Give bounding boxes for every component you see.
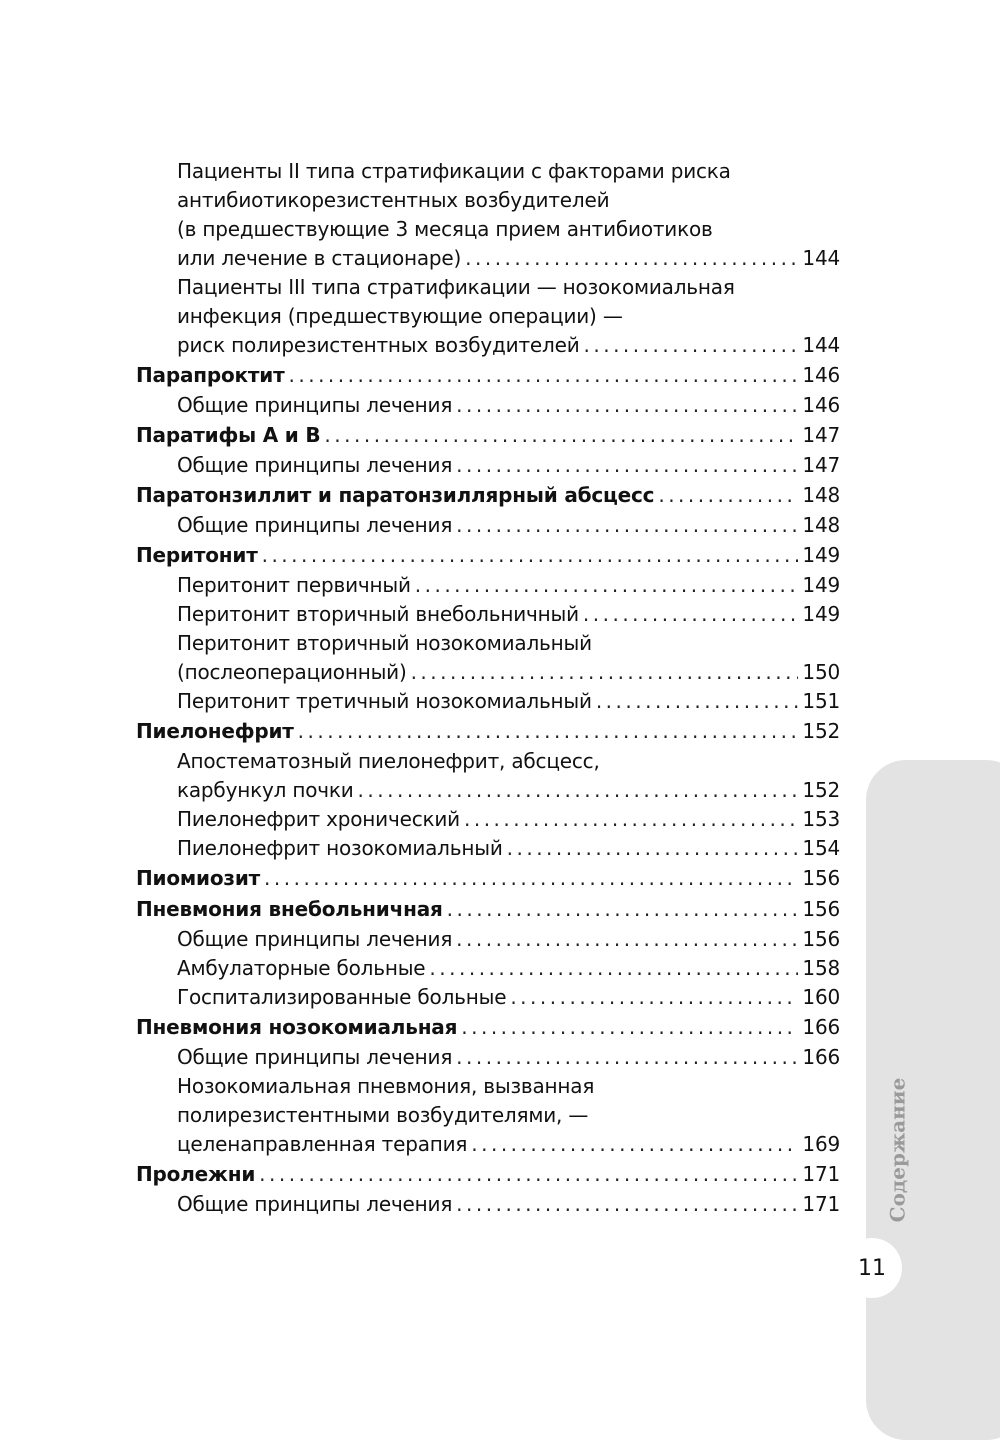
toc-entry-text: риск полирезистентных возбудителей bbox=[177, 333, 580, 357]
toc-page-number: 152 bbox=[802, 719, 840, 743]
toc-page-number: 149 bbox=[802, 602, 840, 626]
toc-line bbox=[136, 1072, 840, 1101]
toc-subentry bbox=[136, 571, 840, 600]
toc-line bbox=[136, 805, 840, 834]
toc-line bbox=[136, 954, 840, 983]
table-of-contents bbox=[136, 157, 840, 1219]
toc-subentry bbox=[136, 834, 840, 863]
toc-line bbox=[136, 863, 840, 894]
toc-entry-text: Перитонит вторичный внебольничный bbox=[177, 602, 579, 626]
dot-leader bbox=[289, 360, 799, 391]
toc-page-number: 156 bbox=[802, 927, 840, 951]
toc-line bbox=[136, 925, 840, 954]
toc-subentry bbox=[136, 600, 840, 629]
toc-subentry bbox=[136, 157, 840, 273]
toc-subentry bbox=[136, 1072, 840, 1159]
page-number: 11 bbox=[842, 1238, 902, 1298]
toc-page-number: 154 bbox=[802, 836, 840, 860]
toc-page-number: 158 bbox=[802, 956, 840, 980]
dot-leader bbox=[262, 540, 799, 571]
toc-entry-text: Пневмония внебольничная bbox=[136, 897, 443, 921]
toc-page-number: 146 bbox=[802, 393, 840, 417]
toc-page-number: 144 bbox=[802, 333, 840, 357]
dot-leader bbox=[471, 1130, 798, 1159]
toc-subentry bbox=[136, 391, 840, 420]
toc-page-number: 144 bbox=[802, 246, 840, 270]
toc-line bbox=[136, 983, 840, 1012]
toc-page-number: 166 bbox=[802, 1015, 840, 1039]
toc-entry-text: инфекция (предшествующие операции) — bbox=[177, 304, 623, 328]
toc-entry-text: Пиелонефрит хронический bbox=[177, 807, 460, 831]
toc-line bbox=[136, 571, 840, 600]
toc-line bbox=[136, 747, 840, 776]
toc-line bbox=[136, 687, 840, 716]
dot-leader bbox=[456, 391, 798, 420]
toc-subentry bbox=[136, 451, 840, 480]
toc-line bbox=[136, 834, 840, 863]
toc-entry-text: Госпитализированные больные bbox=[177, 985, 507, 1009]
toc-entry-text: (в предшествующие 3 месяца прием антибиотиков bbox=[177, 217, 713, 241]
dot-leader bbox=[415, 571, 799, 600]
toc-subentry bbox=[136, 511, 840, 540]
toc-page-number: 149 bbox=[802, 543, 840, 567]
dot-leader bbox=[507, 834, 799, 863]
toc-subentry bbox=[136, 954, 840, 983]
toc-entry-text: Перитонит вторичный нозокомиальный bbox=[177, 631, 592, 655]
toc-entry-text: Общие принципы лечения bbox=[177, 393, 453, 417]
toc-line bbox=[136, 1159, 840, 1190]
toc-line bbox=[136, 244, 840, 273]
toc-line bbox=[136, 186, 840, 215]
dot-leader bbox=[596, 687, 799, 716]
toc-entry-text: Перитонит bbox=[136, 543, 258, 567]
toc-page-number: 171 bbox=[802, 1192, 840, 1216]
toc-line bbox=[136, 1101, 840, 1130]
toc-chapter-entry bbox=[136, 420, 840, 451]
toc-entry-text: целенаправленная терапия bbox=[177, 1132, 468, 1156]
toc-entry-text: Пневмония нозокомиальная bbox=[136, 1015, 458, 1039]
toc-page-number: 149 bbox=[802, 573, 840, 597]
toc-line bbox=[136, 894, 840, 925]
toc-line bbox=[136, 1043, 840, 1072]
dot-leader bbox=[456, 925, 798, 954]
toc-entry-text: Перитонит первичный bbox=[177, 573, 411, 597]
toc-chapter-entry bbox=[136, 1012, 840, 1043]
toc-page-number: 147 bbox=[802, 453, 840, 477]
toc-chapter-entry bbox=[136, 540, 840, 571]
toc-line bbox=[136, 600, 840, 629]
toc-page-number: 151 bbox=[802, 689, 840, 713]
toc-subentry bbox=[136, 273, 840, 360]
toc-entry-text: Апостематозный пиелонефрит, абсцесс, bbox=[177, 749, 600, 773]
dot-leader bbox=[658, 480, 798, 511]
dot-leader bbox=[456, 1190, 798, 1219]
toc-entry-text: Общие принципы лечения bbox=[177, 453, 453, 477]
toc-chapter-entry bbox=[136, 863, 840, 894]
toc-page-number: 146 bbox=[802, 363, 840, 387]
dot-leader bbox=[447, 894, 799, 925]
toc-page-number: 160 bbox=[802, 985, 840, 1009]
toc-subentry bbox=[136, 1190, 840, 1219]
toc-subentry bbox=[136, 925, 840, 954]
dot-leader bbox=[583, 600, 799, 629]
toc-entry-text: Пиелонефрит bbox=[136, 719, 294, 743]
toc-chapter-entry bbox=[136, 480, 840, 511]
toc-page-number: 147 bbox=[802, 423, 840, 447]
dot-leader bbox=[298, 716, 799, 747]
toc-page-number: 148 bbox=[802, 483, 840, 507]
toc-line bbox=[136, 716, 840, 747]
toc-chapter-entry bbox=[136, 894, 840, 925]
toc-entry-text: Паратифы А и В bbox=[136, 423, 321, 447]
toc-page-number: 171 bbox=[802, 1162, 840, 1186]
section-tab-text: Содержание bbox=[885, 1077, 909, 1223]
toc-subentry bbox=[136, 1043, 840, 1072]
toc-entry-text: Пиомиозит bbox=[136, 866, 261, 890]
toc-line bbox=[136, 273, 840, 302]
toc-subentry bbox=[136, 805, 840, 834]
section-tab-label bbox=[882, 1077, 912, 1223]
toc-entry-text: Пролежни bbox=[136, 1162, 256, 1186]
dot-leader bbox=[461, 1012, 798, 1043]
toc-chapter-entry bbox=[136, 716, 840, 747]
toc-page-number: 156 bbox=[802, 866, 840, 890]
toc-chapter-entry bbox=[136, 360, 840, 391]
toc-subentry bbox=[136, 983, 840, 1012]
toc-entry-text: Нозокомиальная пневмония, вызванная bbox=[177, 1074, 595, 1098]
toc-entry-text: Пациенты III типа стратификации — нозокомиальная bbox=[177, 275, 735, 299]
toc-entry-text: Общие принципы лечения bbox=[177, 1045, 453, 1069]
toc-entry-text: Паратонзиллит и паратонзиллярный абсцесс bbox=[136, 483, 655, 507]
toc-line bbox=[136, 451, 840, 480]
toc-page-number: 169 bbox=[802, 1132, 840, 1156]
toc-line bbox=[136, 1130, 840, 1159]
toc-entry-text: Пиелонефрит нозокомиальный bbox=[177, 836, 503, 860]
toc-line bbox=[136, 776, 840, 805]
dot-leader bbox=[465, 244, 798, 273]
toc-line bbox=[136, 360, 840, 391]
toc-line bbox=[136, 331, 840, 360]
dot-leader bbox=[411, 658, 799, 687]
toc-entry-text: (послеоперационный) bbox=[177, 660, 407, 684]
toc-entry-text: или лечение в стационаре) bbox=[177, 246, 462, 270]
toc-entry-text: Перитонит третичный нозокомиальный bbox=[177, 689, 592, 713]
toc-line bbox=[136, 480, 840, 511]
toc-page-number: 150 bbox=[802, 660, 840, 684]
dot-leader bbox=[259, 1159, 798, 1190]
toc-entry-text: Амбулаторные больные bbox=[177, 956, 426, 980]
toc-line bbox=[136, 215, 840, 244]
dot-leader bbox=[324, 420, 798, 451]
toc-subentry bbox=[136, 747, 840, 805]
toc-entry-text: антибиотикорезистентных возбудителей bbox=[177, 188, 610, 212]
dot-leader bbox=[456, 451, 798, 480]
toc-subentry bbox=[136, 629, 840, 687]
toc-entry-text: Общие принципы лечения bbox=[177, 513, 453, 537]
toc-entry-text: Парапроктит bbox=[136, 363, 285, 387]
toc-line bbox=[136, 302, 840, 331]
toc-line bbox=[136, 658, 840, 687]
toc-page-number: 153 bbox=[802, 807, 840, 831]
toc-chapter-entry bbox=[136, 1159, 840, 1190]
toc-line bbox=[136, 511, 840, 540]
toc-entry-text: Пациенты II типа стратификации с факторами риска bbox=[177, 159, 731, 183]
dot-leader bbox=[464, 805, 798, 834]
toc-entry-text: Общие принципы лечения bbox=[177, 927, 453, 951]
toc-line bbox=[136, 391, 840, 420]
dot-leader bbox=[584, 331, 799, 360]
toc-line bbox=[136, 629, 840, 658]
toc-page-number: 152 bbox=[802, 778, 840, 802]
toc-line bbox=[136, 540, 840, 571]
toc-entry-text: карбункул почки bbox=[177, 778, 354, 802]
toc-entry-text: Общие принципы лечения bbox=[177, 1192, 453, 1216]
toc-line bbox=[136, 1190, 840, 1219]
toc-line bbox=[136, 1012, 840, 1043]
toc-subentry bbox=[136, 687, 840, 716]
toc-entry-text: полирезистентными возбудителями, — bbox=[177, 1103, 589, 1127]
dot-leader bbox=[510, 983, 798, 1012]
toc-page-number: 148 bbox=[802, 513, 840, 537]
dot-leader bbox=[456, 511, 798, 540]
dot-leader bbox=[429, 954, 798, 983]
dot-leader bbox=[456, 1043, 798, 1072]
toc-line bbox=[136, 157, 840, 186]
toc-page-number: 156 bbox=[802, 897, 840, 921]
toc-page-number: 166 bbox=[802, 1045, 840, 1069]
toc-line bbox=[136, 420, 840, 451]
dot-leader bbox=[264, 863, 798, 894]
dot-leader bbox=[358, 776, 799, 805]
